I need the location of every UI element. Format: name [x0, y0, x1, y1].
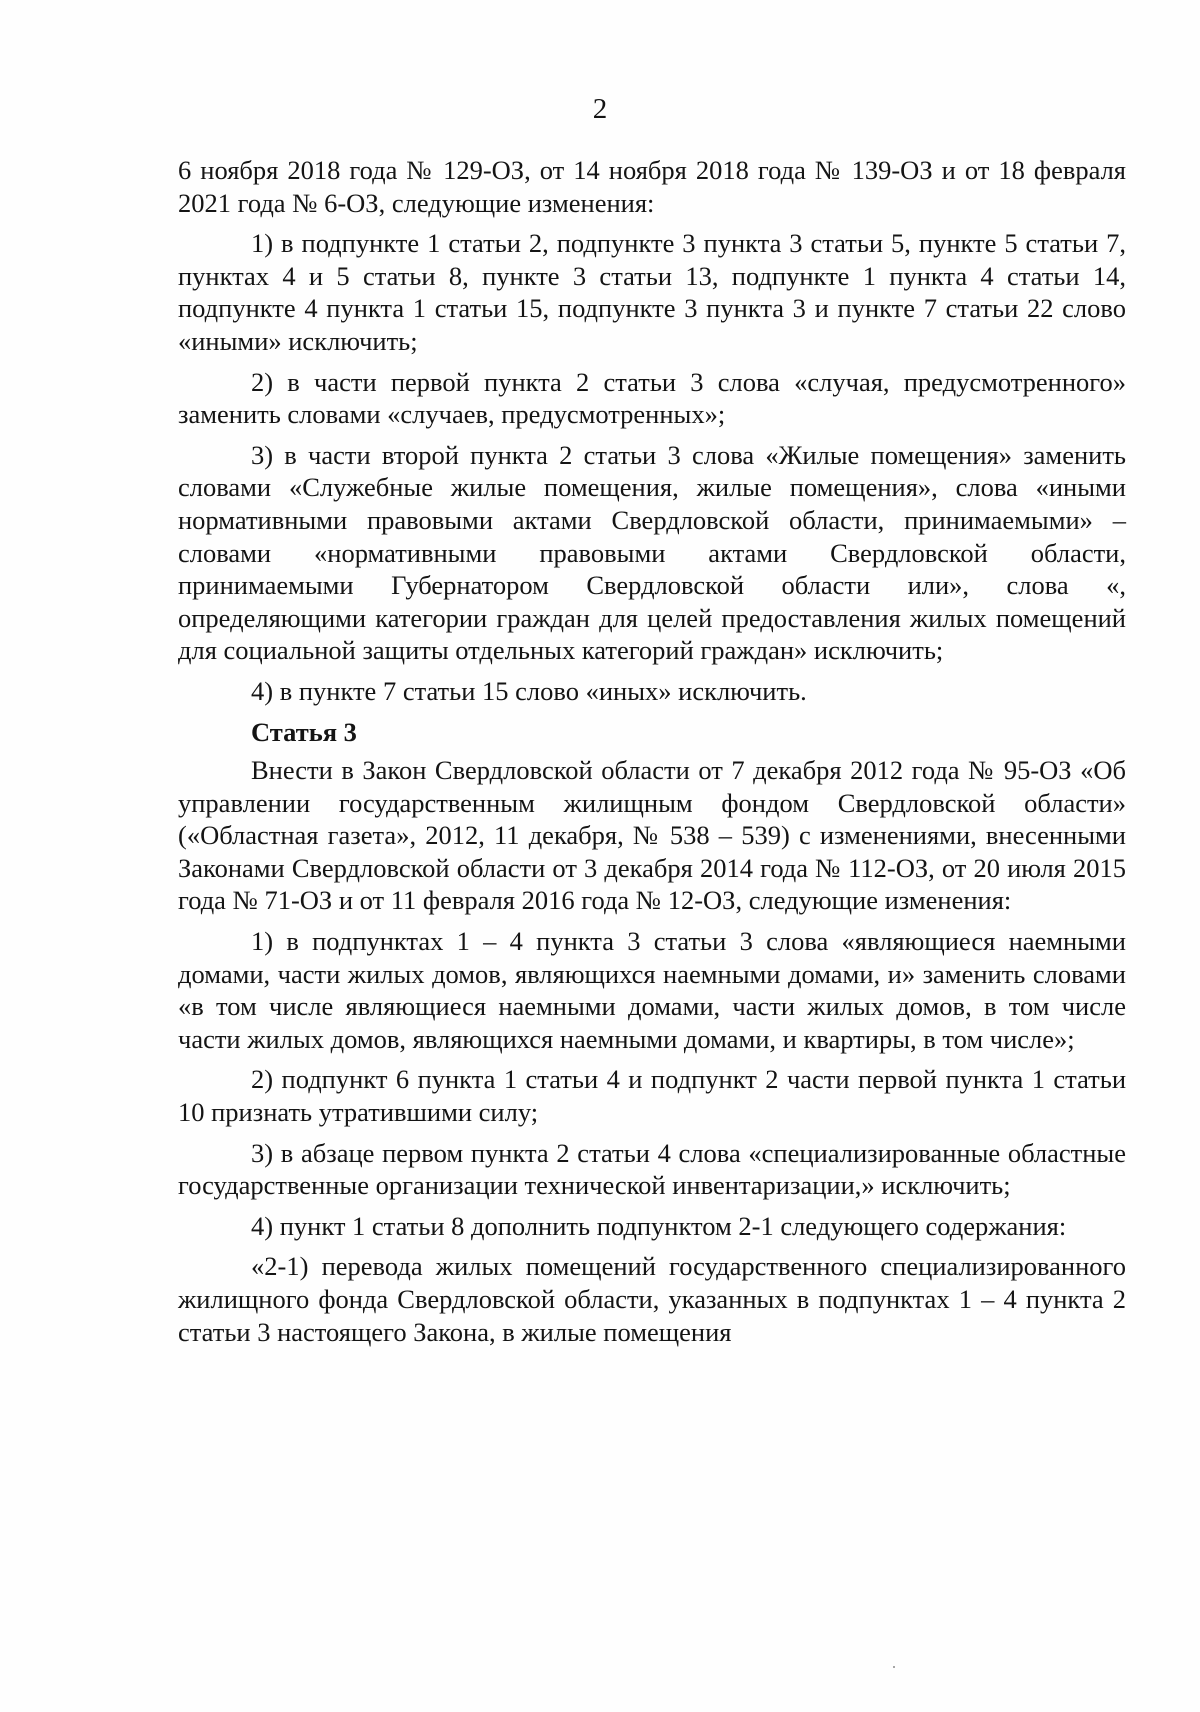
article-item-4: 4) пункт 1 статьи 8 дополнить подпунктом 2-1 следующего содержания:: [251, 1210, 1067, 1241]
document-body: [178, 154, 1126, 1356]
article-item-1: 1) в подпунктах 1 – 4 пункта 3 статьи 3 слова «являющиеся наемными домами, части жилых домов, являющихся наемными домами, и» заменить словами «в том числе являющиеся наемными домами, части жилых домов, в том числе части жилых домов, являющихся наемными домами, и квартиры, в том числе»;: [178, 926, 1126, 1054]
article-intro: Внести в Закон Свердловской области от 7 декабря 2012 года № 95-ОЗ «Об управлении государственным жилищным фондом Свердловской области» («Областная газета», 2012, 11 декабря, № 538 – 539) с изменениями, внесенными Законами Свердловской области от 3 декабря 2014 года № 112-ОЗ, от 20 июля 2015 года № 71-ОЗ и от 11 февраля 2016 года № 12-ОЗ, следующие изменения:: [178, 755, 1126, 916]
list-item-4: 4) в пункте 7 статьи 15 слово «иных» исключить.: [251, 675, 807, 706]
list-item-2: 2) в части первой пункта 2 статьи 3 слова «случая, предусмотренного» заменить словами «случаев, предусмотренных»;: [178, 366, 1126, 430]
list-item-3: 3) в части второй пункта 2 статьи 3 слова «Жилые помещения» заменить словами «Служебные жилые помещения, жилые помещения», слова «иными нормативными правовыми актами Свердловской области, принимаемыми» – словами «нормативными правовыми актами Свердловской области, принимаемыми Губернатором Свердловской области или», слова «, определяющими категории граждан для целей предоставления жилых помещений для социальной защиты отдельных категорий граждан» исключить;: [178, 439, 1126, 666]
article-heading: Статья 3: [251, 716, 357, 747]
paragraph-continuation: 6 ноября 2018 года № 129-ОЗ, от 14 ноября 2018 года № 139-ОЗ и от 18 февраля 2021 года № 6-ОЗ, следующие изменения:: [178, 155, 1126, 218]
article-item-2: 2) подпункт 6 пункта 1 статьи 4 и подпункт 2 части первой пункта 1 статьи 10 признать утратившими силу;: [178, 1064, 1126, 1128]
page-number: 2: [592, 93, 608, 125]
scan-speck: [893, 1666, 895, 1668]
article-item-3: 3) в абзаце первом пункта 2 статьи 4 слова «специализированные областные государственные организации технической инвентаризации,» исключить;: [178, 1137, 1126, 1201]
list-item-1: 1) в подпункте 1 статьи 2, подпункте 3 пункта 3 статьи 5, пункте 5 статьи 7, пунктах 4 и 5 статьи 8, пункте 3 статьи 13, подпункте 1 пункта 4 статьи 14, подпункте 4 пункта 1 статьи 15, подпункте 3 пункта 3 и пункте 7 статьи 22 слово «иными» исключить;: [178, 228, 1126, 356]
article-item-4-quote: «2-1) перевода жилых помещений государственного специализированного жилищного фонда Свердловской области, указанных в подпунктах 1 – 4 пункта 2 статьи 3 настоящего Закона, в жилые помещения: [178, 1251, 1126, 1347]
